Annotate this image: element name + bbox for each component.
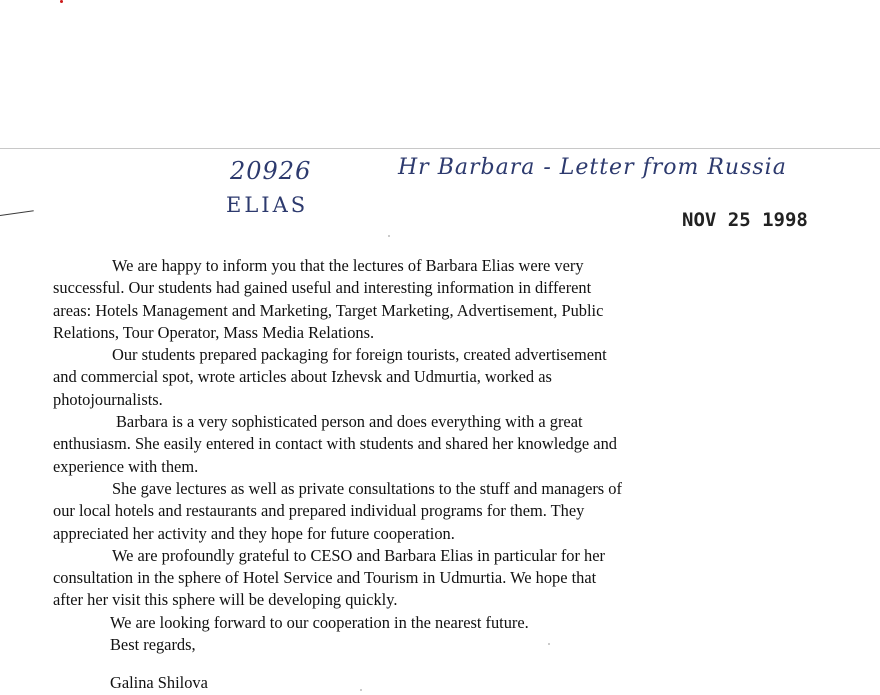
scan-speck bbox=[360, 689, 362, 691]
letter-line: photojournalists. bbox=[53, 389, 163, 409]
letter-line: successful. Our students had gained useful and interesting information in different bbox=[53, 278, 592, 298]
letter-line: Barbara is a very sophisticated person and does everything with a great bbox=[116, 412, 583, 432]
letter-line: experience with them. bbox=[53, 456, 199, 476]
letter-line: consultation in the sphere of Hotel Service and Tourism in Udmurtia. We hope that bbox=[53, 568, 597, 588]
letter-line: after her visit this sphere will be developing quickly. bbox=[53, 590, 398, 610]
letter-line: Relations, Tour Operator, Mass Media Relations. bbox=[53, 322, 375, 342]
paragraph-1 bbox=[53, 255, 743, 344]
paragraph-4 bbox=[53, 478, 743, 545]
letter-line: We are happy to inform you that the lectures of Barbara Elias were very bbox=[112, 256, 584, 275]
paragraph-3 bbox=[53, 411, 743, 478]
closing-block bbox=[53, 612, 743, 657]
letter-line: We are profoundly grateful to CESO and Barbara Elias in particular for her bbox=[112, 545, 605, 565]
handwritten-number: 20926 bbox=[230, 157, 312, 185]
letter-line: appreciated her activity and they hope for future cooperation. bbox=[53, 523, 455, 543]
letter-line: We are looking forward to our cooperation in the nearest future. bbox=[110, 612, 529, 632]
margin-pen-stroke bbox=[0, 210, 34, 216]
handwritten-name: ELIAS bbox=[226, 193, 309, 217]
letter-line: and commercial spot, wrote articles about Izhevsk and Udmurtia, worked as bbox=[53, 367, 552, 387]
sign-off: Best regards, bbox=[110, 635, 196, 655]
letter-line: Our students prepared packaging for foreign tourists, created advertisement bbox=[112, 345, 607, 365]
letter-line: our local hotels and restaurants and prepared individual programs for them. They bbox=[53, 501, 585, 521]
handwritten-note: Hr Barbara - Letter from Russia bbox=[398, 155, 787, 180]
letter-line: enthusiasm. She easily entered in contact with students and shared her knowledge and bbox=[53, 434, 617, 454]
signature-name: Galina Shilova bbox=[110, 673, 208, 692]
paragraph-2 bbox=[53, 344, 743, 411]
letter-line: areas: Hotels Management and Marketing, Target Marketing, Advertisement, Public bbox=[53, 300, 604, 320]
ink-mark bbox=[60, 0, 63, 3]
scanned-letter-page bbox=[0, 148, 880, 695]
letter-body bbox=[53, 255, 743, 656]
letter-line: She gave lectures as well as private consultations to the stuff and managers of bbox=[112, 478, 622, 498]
scan-speck bbox=[388, 235, 390, 237]
date-stamp: NOV 25 1998 bbox=[682, 209, 808, 231]
paragraph-5 bbox=[53, 545, 743, 612]
